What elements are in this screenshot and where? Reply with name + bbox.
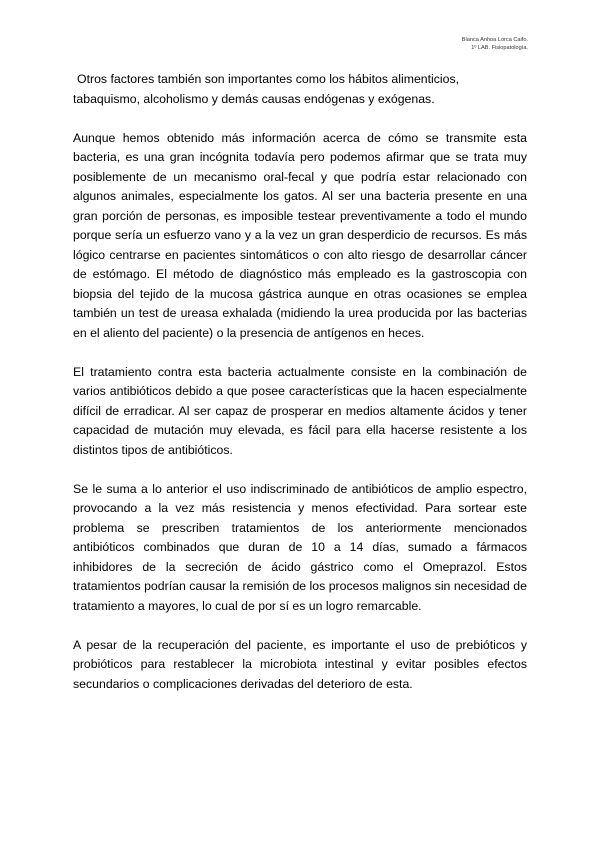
paragraph-treatment: El tratamiento contra esta bacteria actualmente consiste en la combinación de varios antibióticos debido a que posee características que la hacen especialmente difícil de erradicar. Al ser capaz de prosperar en medios altamente ácidos y tener capacidad de mutación muy elevada, es fácil para ella hacerse resistente a los distintos tipos de antibióticos. <box>73 364 527 457</box>
paragraph-transmission-diagnosis: Aunque hemos obtenido más información acerca de cómo se transmite esta bacteria, es una gran incógnita todavía pero podemos afirmar que se trata muy posiblemente de un mecanismo oral-fecal y que podría estar relacionado con algunos animales, especialmente los gatos. Al ser una bacteria presente en una gran porción de personas, es imposible testear preventivamente a todo el mundo porque sería un esfuerzo vano y a la vez un gran desperdicio de recursos. Es más lógico centrarse en pacientes sintomáticos o con alto riesgo de desarrollar cáncer de estómago. El método de diagnóstico más empleado es la gastroscopia con biopsia del tejido de la mucosa gástrica aunque en otras ocasiones se emplea también un test de ureasa exhalada (midiendo la urea producida por las bacterias en el aliento del paciente) o la presencia de antígenos en heces. <box>73 130 527 340</box>
paragraph-antibiotic-resistance: Se le suma a lo anterior el uso indiscriminado de antibióticos de amplio espectro, provocando a la vez más resistencia y menos efectividad. Para sortear este problema se prescriben tratamientos de los anteriormente mencionados antibióticos combinados que duran de 10 a 14 días, sumado a fármacos inhibidores de la secreción de ácido gástrico como el Omeprazol. Estos tratamientos podrían causar la remisión de los procesos malignos sin necesidad de tratamiento a mayores, lo cual de por sí es un logro remarcable. <box>73 481 527 613</box>
header-course: 1º LAB. Fisiopatología. <box>471 45 528 51</box>
paragraph-risk-factors: Otros factores también son importantes como los hábitos alimenticios, tabaquismo, alcoholismo y demás causas endógenas y exógenas. <box>73 72 460 106</box>
paragraph-probiotics: A pesar de la recuperación del paciente, es importante el uso de prebióticos y probióticos para restablecer la microbiota intestinal y evitar posibles efectos secundarios o complicaciones derivadas del deterioro de esta. <box>73 637 527 691</box>
header-author: Blanca Anhoa Lorca Caifo. <box>461 37 528 43</box>
page-header <box>462 36 528 52</box>
document-body <box>73 70 527 714</box>
